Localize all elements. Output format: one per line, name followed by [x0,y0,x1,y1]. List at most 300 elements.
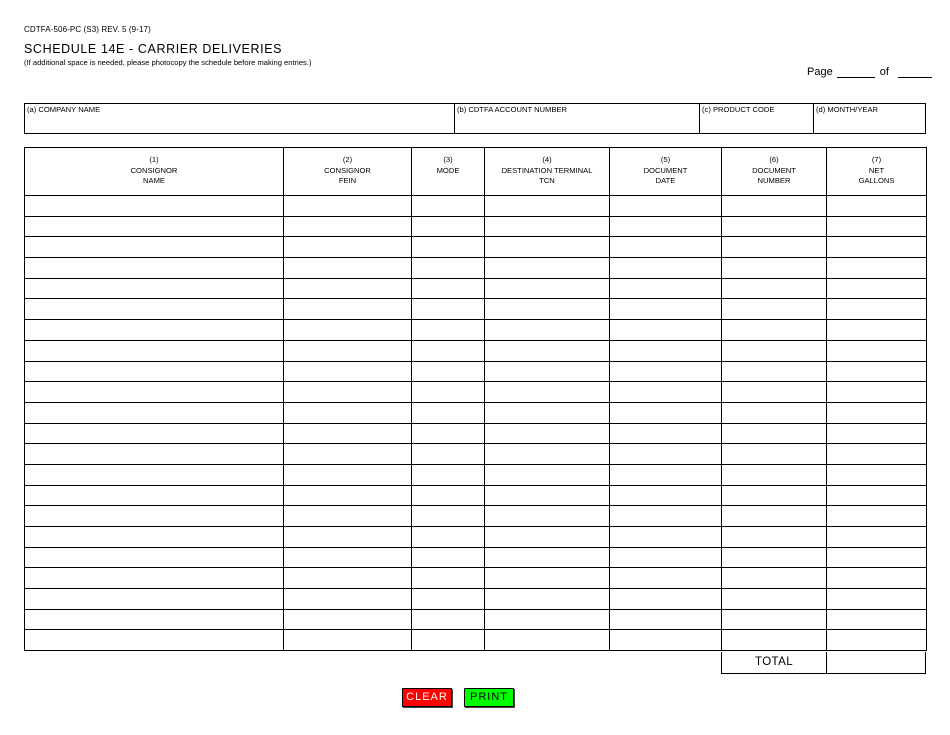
table-cell [412,278,485,299]
table-cell [25,216,284,237]
net-gallons-input[interactable] [827,589,926,609]
destination-terminal-tcn-input[interactable] [485,568,609,588]
destination-terminal-tcn-input[interactable] [485,237,609,257]
table-cell [722,609,827,630]
table-cell [610,547,722,568]
consignor-fein-input[interactable] [284,610,411,630]
table-cell [722,444,827,465]
account-number-input[interactable] [457,114,697,128]
table-cell [827,278,927,299]
column-header-net-gallons [827,148,927,196]
table-cell [485,278,610,299]
mode-input[interactable] [412,548,484,568]
destination-terminal-tcn-input[interactable] [485,299,609,319]
clear-button[interactable]: CLEAR [402,688,452,707]
month-year-input[interactable] [816,114,923,128]
table-cell [25,589,284,610]
consignor-name-input[interactable] [25,320,283,340]
net-gallons-input[interactable] [827,506,926,526]
document-date-input[interactable] [610,320,721,340]
company-name-label: (a) COMPANY NAME [27,105,101,114]
mode-input[interactable] [412,403,484,423]
table-cell [722,589,827,610]
table-cell [485,527,610,548]
table-row [25,527,927,548]
column-header-destination-terminal [485,148,610,196]
net-gallons-input[interactable] [827,630,926,650]
table-cell [284,527,412,548]
table-cell [610,568,722,589]
table-cell [722,547,827,568]
destination-terminal-tcn-input[interactable] [485,465,609,485]
net-gallons-input[interactable] [827,217,926,237]
document-number-input[interactable] [722,465,826,485]
table-cell [485,216,610,237]
document-number-input[interactable] [722,589,826,609]
destination-terminal-tcn-input[interactable] [485,196,609,216]
destination-terminal-tcn-input[interactable] [485,341,609,361]
table-cell [827,547,927,568]
table-cell [827,340,927,361]
net-gallons-input[interactable] [827,527,926,547]
consignor-name-input[interactable] [25,196,283,216]
consignor-name-input[interactable] [25,341,283,361]
document-date-input[interactable] [610,299,721,319]
document-date-input[interactable] [610,486,721,506]
consignor-fein-input[interactable] [284,237,411,257]
column-label: DOCUMENT [752,165,796,175]
column-header-document-date [610,148,722,196]
mode-input[interactable] [412,258,484,278]
destination-terminal-tcn-input[interactable] [485,217,609,237]
document-date-input[interactable] [610,589,721,609]
table-cell [412,609,485,630]
column-label: CONSIGNOR [324,165,371,175]
document-date-input[interactable] [610,424,721,444]
table-cell [412,237,485,258]
document-date-input[interactable] [610,444,721,464]
table-cell [25,278,284,299]
month-year-cell [814,104,925,133]
table-cell [485,568,610,589]
net-gallons-input[interactable] [827,362,926,382]
table-cell [284,320,412,341]
consignor-name-input[interactable] [25,630,283,650]
destination-terminal-tcn-input[interactable] [485,403,609,423]
net-gallons-input[interactable] [827,548,926,568]
table-cell [412,258,485,279]
destination-terminal-tcn-input[interactable] [485,362,609,382]
mode-input[interactable] [412,362,484,382]
document-date-input[interactable] [610,610,721,630]
table-row [25,278,927,299]
net-gallons-input[interactable] [827,237,926,257]
destination-terminal-tcn-input[interactable] [485,382,609,402]
document-date-input[interactable] [610,217,721,237]
product-code-cell [700,104,814,133]
table-cell [610,382,722,403]
net-gallons-input[interactable] [827,320,926,340]
table-cell [485,402,610,423]
document-date-input[interactable] [610,403,721,423]
mode-input[interactable] [412,320,484,340]
table-cell [827,444,927,465]
consignor-name-input[interactable] [25,237,283,257]
table-cell [485,340,610,361]
table-cell [610,423,722,444]
consignor-name-input[interactable] [25,444,283,464]
mode-input[interactable] [412,217,484,237]
table-cell [412,527,485,548]
table-cell [284,485,412,506]
destination-terminal-tcn-input[interactable] [485,258,609,278]
consignor-fein-input[interactable] [284,548,411,568]
table-cell [610,506,722,527]
document-number-input[interactable] [722,527,826,547]
table-cell [284,506,412,527]
consignor-fein-input[interactable] [284,341,411,361]
net-gallons-input[interactable] [827,258,926,278]
consignor-fein-input[interactable] [284,320,411,340]
table-cell [284,609,412,630]
table-cell [722,320,827,341]
product-code-label: (c) PRODUCT CODE [702,105,775,114]
consignor-name-input[interactable] [25,568,283,588]
consignor-name-input[interactable] [25,506,283,526]
column-number: (2) [342,155,353,164]
deliveries-table [24,147,927,651]
table-cell [485,589,610,610]
table-cell [412,444,485,465]
document-date-input[interactable] [610,382,721,402]
document-number-input[interactable] [722,610,826,630]
consignor-fein-input[interactable] [284,382,411,402]
table-row [25,485,927,506]
net-gallons-input[interactable] [827,196,926,216]
consignor-name-input[interactable] [25,403,283,423]
destination-terminal-tcn-input[interactable] [485,589,609,609]
consignor-fein-input[interactable] [284,630,411,650]
page-label: Page [807,66,833,78]
column-number: (7) [871,155,882,164]
table-cell [485,506,610,527]
document-date-input[interactable] [610,341,721,361]
table-cell [25,299,284,320]
table-cell [485,382,610,403]
mode-input[interactable] [412,299,484,319]
consignor-name-input[interactable] [25,258,283,278]
table-cell [610,258,722,279]
net-gallons-input[interactable] [827,610,926,630]
mode-input[interactable] [412,444,484,464]
destination-terminal-tcn-input[interactable] [485,320,609,340]
table-cell [722,382,827,403]
table-cell [722,237,827,258]
mode-input[interactable] [412,465,484,485]
table-cell [827,320,927,341]
consignor-name-input[interactable] [25,382,283,402]
table-cell [485,423,610,444]
table-cell [485,361,610,382]
document-date-input[interactable] [610,196,721,216]
table-cell [284,237,412,258]
column-number: (6) [769,155,779,164]
table-cell [412,589,485,610]
column-label: DATE [655,176,676,185]
table-cell [412,547,485,568]
document-number-input[interactable] [722,258,826,278]
page-subtitle: (If additional space is needed, please photocopy the schedule before making entries.) [24,58,312,67]
table-cell [485,547,610,568]
net-gallons-input[interactable] [827,465,926,485]
consignor-fein-input[interactable] [284,403,411,423]
column-number: (5) [660,155,671,164]
mode-input[interactable] [412,527,484,547]
document-number-input[interactable] [722,424,826,444]
table-cell [485,258,610,279]
table-cell [610,609,722,630]
table-cell [25,320,284,341]
table-cell [284,547,412,568]
table-cell [25,464,284,485]
table-cell [827,485,927,506]
mode-input[interactable] [412,279,484,299]
table-cell [610,444,722,465]
table-cell [485,320,610,341]
table-cell [25,237,284,258]
table-row [25,630,927,651]
consignor-fein-input[interactable] [284,486,411,506]
table-cell [284,258,412,279]
document-date-input[interactable] [610,568,721,588]
destination-terminal-tcn-input[interactable] [485,279,609,299]
column-header-mode [412,148,485,196]
document-date-input[interactable] [610,548,721,568]
document-number-input[interactable] [722,217,826,237]
consignor-fein-input[interactable] [284,279,411,299]
table-cell [485,464,610,485]
total-row [721,652,926,674]
table-cell [412,464,485,485]
page-number-field[interactable] [837,66,875,78]
column-label: FEIN [338,176,357,185]
print-button[interactable]: PRINT [464,688,514,707]
table-row [25,196,927,217]
consignor-fein-input[interactable] [284,217,411,237]
consignor-name-input[interactable] [25,527,283,547]
total-net-gallons-input[interactable] [827,652,925,673]
table-cell [284,630,412,651]
document-number-input[interactable] [722,630,826,650]
table-cell [722,630,827,651]
consignor-name-input[interactable] [25,279,283,299]
consignor-fein-input[interactable] [284,444,411,464]
consignor-fein-input[interactable] [284,465,411,485]
consignor-fein-input[interactable] [284,362,411,382]
consignor-name-input[interactable] [25,548,283,568]
table-row [25,506,927,527]
account-number-cell [455,104,700,133]
table-cell [284,402,412,423]
net-gallons-input[interactable] [827,299,926,319]
table-row [25,382,927,403]
consignor-fein-input[interactable] [284,568,411,588]
document-number-input[interactable] [722,486,826,506]
table-cell [25,506,284,527]
net-gallons-input[interactable] [827,486,926,506]
table-cell [827,402,927,423]
consignor-name-input[interactable] [25,217,283,237]
document-date-input[interactable] [610,279,721,299]
column-label: DOCUMENT [643,165,688,175]
table-cell [25,485,284,506]
consignor-name-input[interactable] [25,486,283,506]
net-gallons-input[interactable] [827,568,926,588]
table-cell [25,402,284,423]
mode-input[interactable] [412,589,484,609]
net-gallons-input[interactable] [827,403,926,423]
table-cell [485,444,610,465]
net-gallons-input[interactable] [827,424,926,444]
table-cell [485,237,610,258]
document-number-input[interactable] [722,444,826,464]
document-number-input[interactable] [722,320,826,340]
table-row [25,320,927,341]
table-cell [284,464,412,485]
table-cell [25,444,284,465]
document-date-input[interactable] [610,237,721,257]
document-number-input[interactable] [722,299,826,319]
consignor-name-input[interactable] [25,299,283,319]
net-gallons-input[interactable] [827,341,926,361]
table-cell [412,320,485,341]
table-cell [722,361,827,382]
table-cell [25,527,284,548]
table-cell [722,258,827,279]
consignor-fein-input[interactable] [284,258,411,278]
document-number-input[interactable] [722,279,826,299]
table-cell [827,196,927,217]
table-cell [610,340,722,361]
destination-terminal-tcn-input[interactable] [485,630,609,650]
mode-input[interactable] [412,568,484,588]
consignor-name-input[interactable] [25,424,283,444]
destination-terminal-tcn-input[interactable] [485,506,609,526]
table-cell [412,423,485,444]
document-date-input[interactable] [610,506,721,526]
column-label: NUMBER [757,176,791,185]
table-row [25,402,927,423]
consignor-fein-input[interactable] [284,299,411,319]
consignor-fein-input[interactable] [284,589,411,609]
document-number-input[interactable] [722,403,826,423]
consignor-name-input[interactable] [25,362,283,382]
table-cell [610,196,722,217]
table-cell [827,506,927,527]
mode-input[interactable] [412,382,484,402]
table-cell [722,485,827,506]
table-cell [25,258,284,279]
account-number-label: (b) CDTFA ACCOUNT NUMBER [457,105,567,114]
consignor-name-input[interactable] [25,465,283,485]
column-header-document-number [722,148,827,196]
table-cell [610,320,722,341]
table-row [25,340,927,361]
table-cell [827,216,927,237]
destination-terminal-tcn-input[interactable] [485,527,609,547]
mode-input[interactable] [412,486,484,506]
net-gallons-input[interactable] [827,444,926,464]
document-number-input[interactable] [722,362,826,382]
mode-input[interactable] [412,630,484,650]
column-label: CONSIGNOR [130,165,178,175]
table-cell [722,402,827,423]
of-label: of [879,66,889,78]
consignor-fein-input[interactable] [284,506,411,526]
consignor-fein-input[interactable] [284,196,411,216]
mode-input[interactable] [412,237,484,257]
destination-terminal-tcn-input[interactable] [485,486,609,506]
mode-input[interactable] [412,341,484,361]
document-date-input[interactable] [610,527,721,547]
table-cell [485,196,610,217]
document-date-input[interactable] [610,362,721,382]
page-total-field[interactable] [898,66,932,78]
document-date-input[interactable] [610,465,721,485]
form-id: CDTFA-506-PC (S3) REV. 5 (9-17) [24,25,151,34]
column-label: GALLONS [858,176,895,185]
table-cell [412,299,485,320]
table-row [25,216,927,237]
column-header-consignor-name [25,148,284,196]
table-cell [722,464,827,485]
destination-terminal-tcn-input[interactable] [485,610,609,630]
table-cell [610,630,722,651]
mode-input[interactable] [412,424,484,444]
table-body [25,196,927,651]
document-date-input[interactable] [610,258,721,278]
page-counter [807,66,932,78]
consignor-name-input[interactable] [25,589,283,609]
document-number-input[interactable] [722,196,826,216]
destination-terminal-tcn-input[interactable] [485,424,609,444]
document-number-input[interactable] [722,237,826,257]
company-name-input[interactable] [27,114,452,128]
column-label: TCN [539,176,555,185]
document-number-input[interactable] [722,548,826,568]
net-gallons-input[interactable] [827,279,926,299]
table-cell [412,568,485,589]
destination-terminal-tcn-input[interactable] [485,548,609,568]
mode-input[interactable] [412,506,484,526]
net-gallons-input[interactable] [827,382,926,402]
mode-input[interactable] [412,196,484,216]
document-number-input[interactable] [722,341,826,361]
product-code-input[interactable] [702,114,811,128]
table-cell [284,568,412,589]
document-number-input[interactable] [722,506,826,526]
mode-input[interactable] [412,610,484,630]
column-label: NAME [143,176,165,185]
document-number-input[interactable] [722,382,826,402]
consignor-fein-input[interactable] [284,424,411,444]
table-cell [25,630,284,651]
destination-terminal-tcn-input[interactable] [485,444,609,464]
consignor-name-input[interactable] [25,610,283,630]
consignor-fein-input[interactable] [284,527,411,547]
document-date-input[interactable] [610,630,721,650]
document-number-input[interactable] [722,568,826,588]
